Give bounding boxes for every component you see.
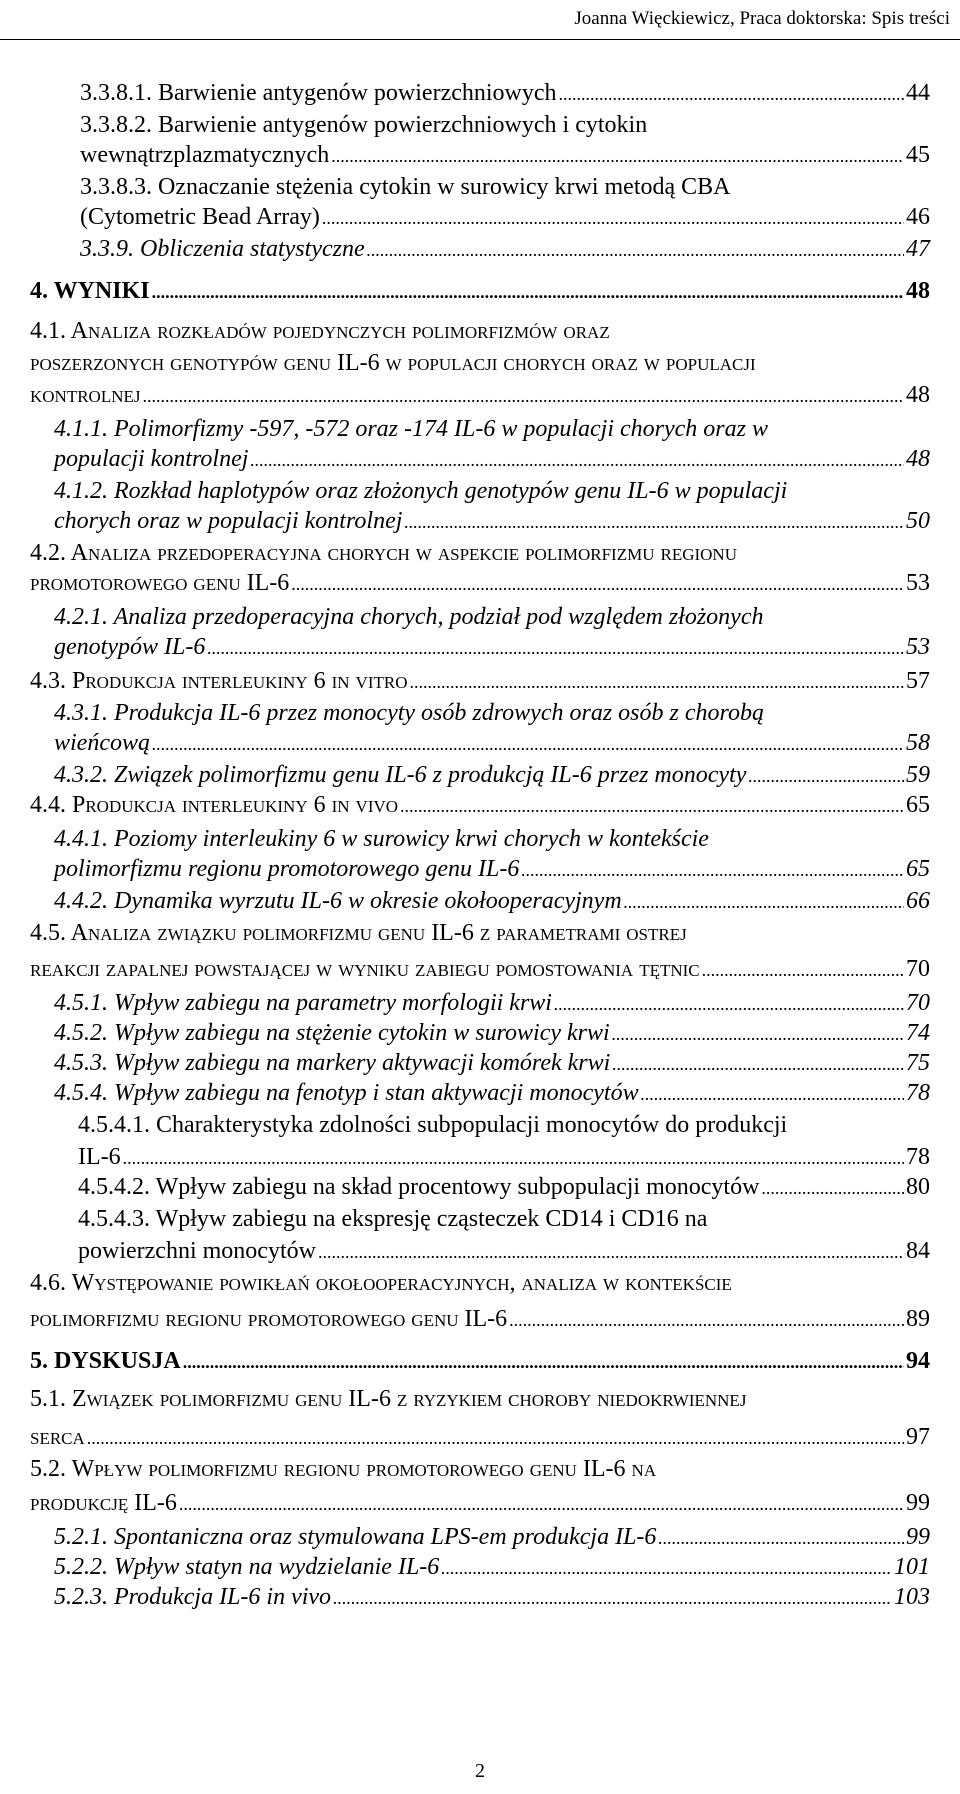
running-header: Joanna Więckiewicz, Praca doktorska: Spis treści	[574, 8, 950, 29]
toc-entry-title: 5. DYSKUSJA	[30, 1348, 181, 1374]
toc-page-number: 78	[906, 1144, 930, 1170]
toc-line-with-page	[30, 380, 930, 411]
toc-entry-title: 4.5.2. Wpływ zabiegu na stężenie cytokin w surowicy krwi	[54, 1020, 610, 1046]
toc-entry-title: 4.5.4.1. Charakterystyka zdolności subpopulacji monocytów do produkcji	[78, 1112, 788, 1138]
toc-entry-title: (Cytometric Bead Array)	[80, 204, 320, 230]
toc-entry-title: 4.4.1. Poziomy interleukiny 6 w surowicy krwi chorych w kontekście	[54, 826, 709, 852]
toc-entry-title: 3.3.9. Obliczenia statystyczne	[80, 236, 365, 262]
toc-line	[30, 1454, 656, 1484]
toc-entry-title: 4.1.1. Polimorfizmy -597, -572 oraz -174 IL-6 w populacji chorych oraz w	[54, 416, 768, 442]
toc-line	[30, 1268, 732, 1298]
toc-page-number: 70	[906, 956, 930, 982]
toc-page-number: 75	[906, 1050, 930, 1076]
toc-entry-title: 4.5.3. Wpływ zabiegu na markery aktywacji komórek krwi	[54, 1050, 611, 1076]
dot-leader	[521, 855, 904, 885]
toc-line	[80, 172, 730, 202]
toc-entry-title: produkcję IL-6	[30, 1490, 177, 1516]
dot-leader	[333, 1583, 892, 1613]
toc-entry-title: serca	[30, 1424, 85, 1450]
toc-page-number: 99	[906, 1490, 930, 1516]
toc-line-with-page	[54, 632, 930, 663]
dot-leader	[291, 569, 904, 599]
toc-page-number: 48	[906, 278, 930, 304]
dot-leader	[152, 729, 904, 759]
toc-page-number: 66	[906, 888, 930, 914]
toc-line-with-page	[30, 954, 930, 985]
toc-entry-title: 4.5. Analiza związku polimorfizmu genu IL-6 z parametrami ostrej	[30, 920, 687, 946]
dot-leader	[404, 507, 904, 537]
toc-entry-title: 5.1. Związek polimorfizmu genu IL-6 z ryzykiem choroby niedokrwiennej	[30, 1386, 747, 1412]
dot-leader	[748, 761, 904, 791]
toc-line-with-page	[54, 854, 930, 885]
dot-leader	[322, 203, 904, 233]
toc-line-with-page	[54, 988, 930, 1019]
toc-entry-title: reakcji zapalnej powstającej w wyniku zabiegu pomostowania tętnic	[30, 956, 700, 982]
toc-page-number: 58	[906, 730, 930, 756]
toc-line-with-page	[54, 1078, 930, 1109]
toc-line-with-page	[80, 202, 930, 233]
toc-line-with-page	[54, 728, 930, 759]
toc-page-number: 59	[906, 762, 930, 788]
toc-line-with-page	[54, 1552, 930, 1583]
toc-page-number: 47	[906, 236, 930, 262]
toc-entry-title: polimorfizmu regionu promotorowego genu IL-6	[30, 1306, 508, 1332]
dot-leader	[761, 1173, 904, 1203]
toc-entry-title: poszerzonych genotypów genu IL-6 w populacji chorych oraz w populacji	[30, 350, 756, 376]
toc-entry-title: 4.2.1. Analiza przedoperacyjna chorych, podział pod względem złożonych	[54, 604, 764, 630]
toc-page-number: 46	[906, 204, 930, 230]
toc-entry-title: 5.2.1. Spontaniczna oraz stymulowana LPS-em produkcja IL-6	[54, 1524, 657, 1550]
toc-line	[30, 348, 756, 378]
toc-line-with-page	[78, 1172, 930, 1203]
toc-entry-title: 5.2.3. Produkcja IL-6 in vivo	[54, 1584, 332, 1610]
toc-line-with-page	[78, 1142, 930, 1173]
dot-leader	[554, 989, 904, 1019]
dot-leader	[559, 79, 904, 109]
toc-line-with-page	[54, 1018, 930, 1049]
toc-line	[78, 1110, 787, 1140]
toc-line-with-page	[54, 760, 930, 791]
toc-entry-title: 3.3.8.2. Barwienie antygenów powierzchniowych i cytokin	[80, 112, 648, 138]
toc-page-number: 99	[906, 1524, 930, 1550]
dot-leader	[624, 887, 904, 917]
dot-leader	[367, 235, 904, 265]
toc-line-with-page	[30, 276, 930, 307]
dot-leader	[441, 1553, 892, 1583]
toc-entry-title: 3.3.8.1. Barwienie antygenów powierzchniowych	[80, 80, 557, 106]
toc-entry-title: IL-6	[78, 1144, 121, 1170]
dot-leader	[409, 667, 904, 697]
toc-entry-title: wieńcową	[54, 730, 150, 756]
toc-entry-title: 4.3. Produkcja interleukiny 6 in vitro	[30, 668, 408, 694]
dot-leader	[702, 955, 904, 985]
toc-entry-title: powierzchni monocytów	[78, 1238, 316, 1264]
toc-page-number: 50	[906, 508, 930, 534]
header-rule	[0, 39, 960, 40]
toc-line-with-page	[30, 666, 930, 697]
dot-leader	[658, 1523, 904, 1553]
toc-entry-title: 3.3.8.3. Oznaczanie stężenia cytokin w surowicy krwi metodą CBA	[80, 174, 731, 200]
toc-line	[30, 1384, 746, 1414]
toc-line-with-page	[54, 1048, 930, 1079]
toc-line	[30, 918, 687, 948]
toc-entry-title: genotypów IL-6	[54, 634, 206, 660]
toc-line	[54, 414, 768, 444]
toc-entry-title: 5.2.2. Wpływ statyn na wydzielanie IL-6	[54, 1554, 440, 1580]
toc-entry-title: 4.5.4.3. Wpływ zabiegu na ekspresję cząsteczek CD14 i CD16 na	[78, 1206, 708, 1232]
dot-leader	[318, 1237, 904, 1267]
toc-line	[78, 1204, 707, 1234]
toc-entry-title: 4.2. Analiza przedoperacyjna chorych w aspekcie polimorfizmu regionu	[30, 540, 737, 566]
toc-entry-title: 4.6. Występowanie powikłań okołooperacyjnych, analiza w kontekście	[30, 1270, 732, 1296]
toc-entry-title: populacji kontrolnej	[54, 446, 249, 472]
toc-line-with-page	[30, 790, 930, 821]
dot-leader	[612, 1019, 904, 1049]
toc-page-number: 80	[906, 1174, 930, 1200]
toc-page-number: 53	[906, 634, 930, 660]
dot-leader	[87, 1423, 904, 1453]
toc-line-with-page	[30, 1346, 930, 1377]
toc-page-number: 53	[906, 570, 930, 596]
dot-leader	[123, 1143, 904, 1173]
toc-entry-title: 4.5.4.2. Wpływ zabiegu na skład procentowy subpopulacji monocytów	[78, 1174, 760, 1200]
dot-leader	[509, 1305, 904, 1335]
dot-leader	[207, 633, 904, 663]
toc-line	[30, 316, 610, 346]
dot-leader	[179, 1489, 904, 1519]
toc-entry-title: wewnątrzplazmatycznych	[80, 142, 330, 168]
toc-entry-title: 5.2. Wpływ polimorfizmu regionu promotorowego genu IL-6 na	[30, 1456, 657, 1482]
toc-line-with-page	[78, 1236, 930, 1267]
toc-entry-title: chorych oraz w populacji kontrolnej	[54, 508, 403, 534]
toc-entry-title: 4.3.1. Produkcja IL-6 przez monocyty osób zdrowych oraz osób z chorobą	[54, 700, 764, 726]
dot-leader	[183, 1347, 904, 1377]
toc-line-with-page	[30, 1304, 930, 1335]
toc-page-number: 94	[906, 1348, 930, 1374]
toc-line-with-page	[30, 568, 930, 599]
toc-page-number: 78	[906, 1080, 930, 1106]
toc-line	[30, 538, 737, 568]
toc-entry-title: 4.3.2. Związek polimorfizmu genu IL-6 z produkcją IL-6 przez monocyty	[54, 762, 747, 788]
toc-line	[54, 824, 709, 854]
toc-entry-title: promotorowego genu IL-6	[30, 570, 290, 596]
toc-page-number: 44	[906, 80, 930, 106]
toc-page-number: 48	[906, 382, 930, 408]
toc-page-number: 97	[906, 1424, 930, 1450]
toc-entry-title: 4.1. Analiza rozkładów pojedynczych polimorfizmów oraz	[30, 318, 610, 344]
toc-line	[54, 698, 764, 728]
dot-leader	[250, 445, 904, 475]
toc-page-number: 65	[906, 856, 930, 882]
dot-leader	[143, 381, 905, 411]
toc-line	[54, 476, 787, 506]
toc-entry-title: 4.5.1. Wpływ zabiegu na parametry morfologii krwi	[54, 990, 552, 1016]
toc-line	[80, 110, 647, 140]
toc-page-number: 70	[906, 990, 930, 1016]
toc-page-number: 74	[906, 1020, 930, 1046]
dot-leader	[152, 277, 904, 307]
toc-page-number: 84	[906, 1238, 930, 1264]
toc-page-number: 65	[906, 792, 930, 818]
toc-line-with-page	[30, 1488, 930, 1519]
toc-entry-title: 4. WYNIKI	[30, 278, 150, 304]
toc-entry-title: 4.5.4. Wpływ zabiegu na fenotyp i stan aktywacji monocytów	[54, 1080, 639, 1106]
toc-line-with-page	[54, 1582, 930, 1613]
toc-entry-title: kontrolnej	[30, 382, 141, 408]
toc-page-number: 57	[906, 668, 930, 694]
toc-line-with-page	[54, 1522, 930, 1553]
toc-page-number: 48	[906, 446, 930, 472]
toc-line	[54, 602, 763, 632]
toc-page-number: 103	[894, 1584, 930, 1610]
toc-line-with-page	[54, 444, 930, 475]
toc-page-number: 45	[906, 142, 930, 168]
page-number: 2	[475, 1760, 485, 1782]
toc-page-number: 101	[894, 1554, 930, 1580]
dot-leader	[641, 1079, 904, 1109]
toc-entry-title: polimorfizmu regionu promotorowego genu IL-6	[54, 856, 520, 882]
toc-entry-title: 4.4. Produkcja interleukiny 6 in vivo	[30, 792, 399, 818]
toc-line-with-page	[30, 1422, 930, 1453]
toc-line-with-page	[80, 140, 930, 171]
dot-leader	[331, 141, 904, 171]
toc-line-with-page	[80, 234, 930, 265]
toc-page-number: 89	[906, 1306, 930, 1332]
dot-leader	[612, 1049, 904, 1079]
toc-entry-title: 4.4.2. Dynamika wyrzutu IL-6 w okresie okołooperacyjnym	[54, 888, 622, 914]
toc-entry-title: 4.1.2. Rozkład haplotypów oraz złożonych genotypów genu IL-6 w populacji	[54, 478, 788, 504]
toc-line-with-page	[80, 78, 930, 109]
toc-line-with-page	[54, 886, 930, 917]
dot-leader	[400, 791, 904, 821]
toc-line-with-page	[54, 506, 930, 537]
